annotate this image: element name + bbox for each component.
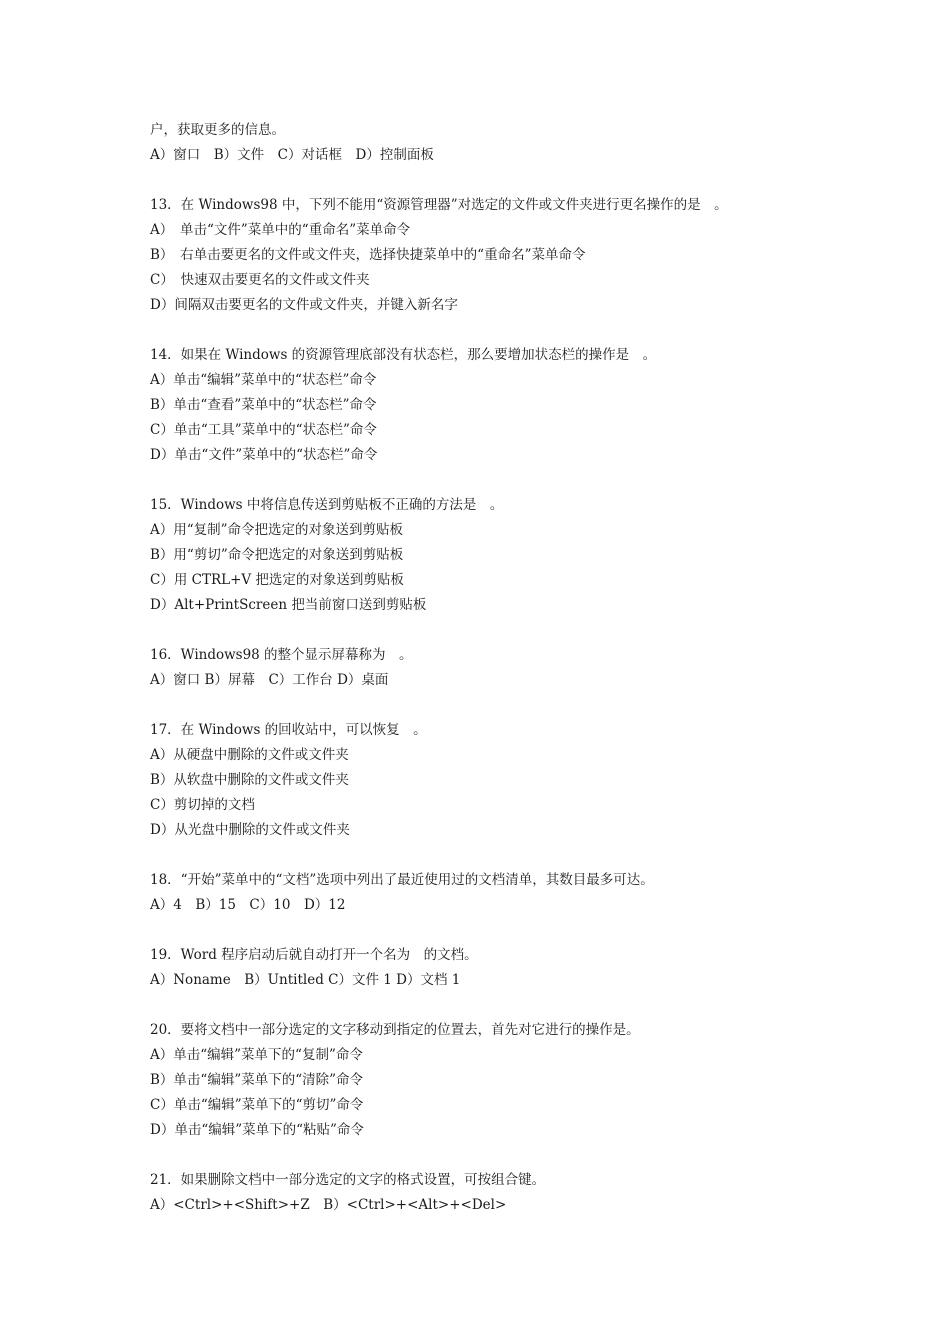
- question-17: [150, 718, 850, 843]
- answer-options: A）Noname B）Untitled C）文件 1 D）文档 1: [150, 972, 461, 988]
- answer-options: A）窗口 B）屏幕 C）工作台 D）桌面: [150, 672, 389, 688]
- option-d: D）从光盘中删除的文件或文件夹: [150, 822, 350, 838]
- question-text: 17．在 Windows 的回收站中，可以恢复 。: [150, 722, 427, 738]
- option-b: B） 右单击要更名的文件或文件夹，选择快捷菜单中的“重命名”菜单命令: [150, 247, 586, 263]
- option-a: A）用“复制”命令把选定的对象送到剪贴板: [150, 522, 404, 538]
- question-text: 15．Windows 中将信息传送到剪贴板不正确的方法是 。: [150, 497, 504, 513]
- option-c: C）剪切掉的文档: [150, 797, 255, 813]
- option-b: B）单击“编辑”菜单下的“清除”命令: [150, 1072, 364, 1088]
- question-text: 20．要将文档中一部分选定的文字移动到指定的位置去，首先对它进行的操作是。: [150, 1022, 640, 1038]
- option-a: A） 单击“文件”菜单中的“重命名”菜单命令: [150, 222, 411, 238]
- option-a: A）单击“编辑”菜单中的“状态栏”命令: [150, 372, 377, 388]
- option-a: A）从硬盘中删除的文件或文件夹: [150, 747, 349, 763]
- option-c: C）用 CTRL+V 把选定的对象送到剪贴板: [150, 572, 404, 588]
- option-b: B）从软盘中删除的文件或文件夹: [150, 772, 349, 788]
- question-15: [150, 493, 850, 618]
- answer-options: A）4 B）15 C）10 D）12: [150, 897, 346, 913]
- option-a: A）单击“编辑”菜单下的“复制”命令: [150, 1047, 363, 1063]
- question-text: 21．如果删除文档中一部分选定的文字的格式设置，可按组合键。: [150, 1172, 546, 1188]
- question-text: 18．“开始”菜单中的“文档”选项中列出了最近使用过的文档清单，其数目最多可达。: [150, 872, 654, 888]
- option-b: B）单击“查看”菜单中的“状态栏”命令: [150, 397, 377, 413]
- option-d: D）Alt+PrintScreen 把当前窗口送到剪贴板: [150, 597, 427, 613]
- question-text: 13．在 Windows98 中，下列不能用“资源管理器”对选定的文件或文件夹进行更名操作的是 。: [150, 197, 728, 213]
- question-text: 19．Word 程序启动后就自动打开一个名为 的文档。: [150, 947, 478, 963]
- option-d: D）间隔双击要更名的文件或文件夹，并键入新名字: [150, 297, 458, 313]
- option-c: C） 快速双击要更名的文件或文件夹: [150, 272, 370, 288]
- question-12-continued: [150, 118, 850, 168]
- question-13: [150, 193, 850, 318]
- option-c: C）单击“编辑”菜单下的“剪切”命令: [150, 1097, 364, 1113]
- document-page: [150, 118, 850, 1218]
- option-c: C）单击“工具”菜单中的“状态栏”命令: [150, 422, 377, 438]
- answer-options: A）<Ctrl>+<Shift>+Z B）<Ctrl>+<Alt>+<Del>: [150, 1197, 507, 1213]
- question-20: [150, 1018, 850, 1143]
- question-text: 户，获取更多的信息。: [150, 122, 285, 138]
- answer-options: A）窗口 B）文件 C）对话框 D）控制面板: [150, 147, 434, 163]
- question-21: [150, 1168, 850, 1218]
- option-b: B）用“剪切”命令把选定的对象送到剪贴板: [150, 547, 404, 563]
- question-text: 16．Windows98 的整个显示屏幕称为 。: [150, 647, 413, 663]
- question-14: [150, 343, 850, 468]
- option-d: D）单击“编辑”菜单下的“粘贴”命令: [150, 1122, 364, 1138]
- option-d: D）单击“文件”菜单中的“状态栏”命令: [150, 447, 378, 463]
- question-text: 14．如果在 Windows 的资源管理底部没有状态栏，那么要增加状态栏的操作是 。: [150, 347, 657, 363]
- question-19: [150, 943, 850, 993]
- question-18: [150, 868, 850, 918]
- question-16: [150, 643, 850, 693]
